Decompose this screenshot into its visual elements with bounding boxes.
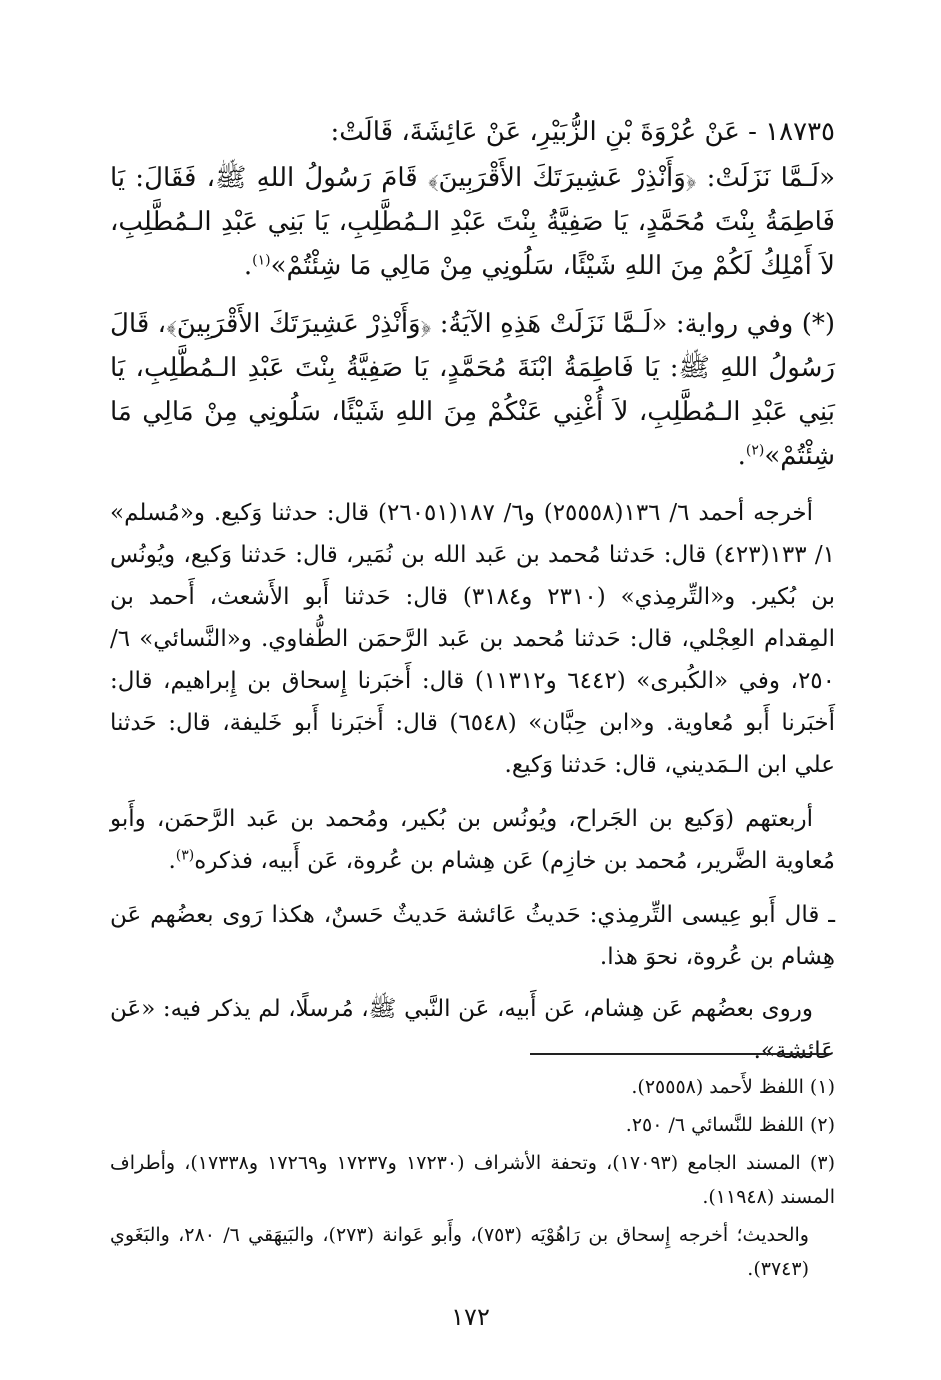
footnote-3: (٣) المسند الجامع (١٧٠٩٣)، وتحفة الأشراف (١٧٢٣٠ و١٧٢٣٧ و١٧٢٦٩ و١٧٣٣٨)، وأطراف المسند (١١٩٤٨). xyxy=(110,1152,835,1208)
riwaya-text-end: . xyxy=(737,441,746,471)
footnote-divider xyxy=(530,1053,830,1055)
hadith-text-end: . xyxy=(243,251,253,281)
riwaya-text xyxy=(110,302,835,478)
mursal-comment: وروى بعضُهم عَن هِشام، عَن أَبيه، عَن النَّبي ﷺ، مُرسلًا، لم يذكر فيه: «عَن عَائشة». xyxy=(110,996,835,1064)
main-text xyxy=(110,110,835,1082)
narrators-text: أربعتهم (وَكيع بن الجَراح، ويُونُس بن بُكير، ومُحمد بن عَبد الرَّحمَن، وأَبو مُعاوية الضَّرير، مُحمد بن خازِم) عَن هِشام بن عُروة، عَن أَبيه، فذكره xyxy=(110,806,835,874)
footnote-ref-1: (١) xyxy=(252,252,271,269)
narrators-paragraph xyxy=(110,798,835,882)
narrators-end: . xyxy=(168,848,176,874)
footnote-ref-3: (٣) xyxy=(175,847,195,864)
tirmidhi-comment: ـ قال أَبو عِيسى التِّرمِذي: حَديثُ عَائشة حَديثٌ حَسنٌ، هكذا رَوى بعضُهم عَن هِشام بن عُروة، نحوَ هذا. xyxy=(110,902,835,970)
footnotes xyxy=(110,1070,835,1290)
footnote-ref-2: (٢) xyxy=(745,442,765,459)
hadith-header: ١٨٧٣٥ - عَنْ عُرْوَةَ بْنِ الزُّبَيْرِ، عَنْ عَائِشَةَ، قَالَتْ: xyxy=(330,117,835,147)
riwaya-text-body: (*) وفي رواية: «لَـمَّا نَزَلَتْ هَذِهِ الآيَةُ: ﴿وَأَنْذِرْ عَشِيرَتَكَ الأَقْرَبِينَ﴾، قَالَ رَسُولُ اللهِ ﷺ: يَا فَاطِمَةُ ابْنَةَ مُحَمَّدٍ، يَا صَفِيَّةُ بِنْتَ عَبْدِ الـمُطَّلِبِ، يَا بَنِي عَبْدِ الـمُطَّلِبِ، لاَ أُغْنِي عَنْكُمْ مِنَ اللهِ شَيْئًا، سَلُونِي مِنْ مَالِي مَا شِئْتُمْ» xyxy=(110,309,835,471)
hadith-text-body: «لَـمَّا نَزَلَتْ: ﴿وَأَنْذِرْ عَشِيرَتَكَ الأَقْرَبِينَ﴾ قَامَ رَسُولُ اللهِ ﷺ، فَقَالَ: يَا فَاطِمَةُ بِنْتَ مُحَمَّدٍ، يَا صَفِيَّةُ بِنْتَ عَبْدِ الـمُطَّلِبِ، يَا بَنِي عَبْدِ الـمُطَّلِبِ، لاَ أَمْلِكُ لَكُمْ مِنَ اللهِ شَيْئًا، سَلُونِي مِنْ مَالِي مَا شِئْتُمْ» xyxy=(110,163,835,281)
page-number: ١٧٢ xyxy=(451,1303,490,1331)
footnote-1: (١) اللفظ لأَحمد (٢٥٥٥٨). xyxy=(631,1076,835,1098)
hadith-text xyxy=(110,156,835,288)
footnote-2: (٢) اللفظ للنَّسائي ٦/ ٢٥٠. xyxy=(625,1114,835,1136)
takhrij-paragraph: أخرجه أحمد ٦/ ١٣٦(٢٥٥٥٨) و٦/ ١٨٧(٢٦٠٥١) قال: حدثنا وَكيع. و«مُسلم» ١/ ١٣٣(٤٢٣) قال: حَدثنا مُحمد بن عَبد الله بن نُمَير، قال: حَدثنا وَكيع، ويُونُس بن بُكير. و«التِّرمِذي» (٢٣١٠ و٣١٨٤) قال: حَدثنا أَبو الأَشعث، أَحمد بن المِقدام العِجْلي، قال: حَدثنا مُحمد بن عَبد الرَّحمَن الطُّفاوي. و«النَّسائي» ٦/ ٢٥٠، وفي «الكُبرى» (٦٤٤٢ و١١٣١٢) قال: أَخبَرنا إِسحاق بن إِبراهيم، قال: أَخبَرنا أَبو مُعاوية. و«ابن حِبَّان» (٦٥٤٨) قال: أَخبَرنا أَبو خَليفة، قال: حَدثنا علي ابن الـمَديني، قال: حَدثنا وَكيع. xyxy=(110,500,836,778)
footnote-3-continuation: والحديث؛ أخرجه إِسحاق بن رَاهُوْيَه (٧٥٣)، وأَبو عَوانة (٢٧٣)، والبَيهَقي ٦/ ٢٨٠، والبَغَوي (٣٧٤٣). xyxy=(110,1224,809,1280)
